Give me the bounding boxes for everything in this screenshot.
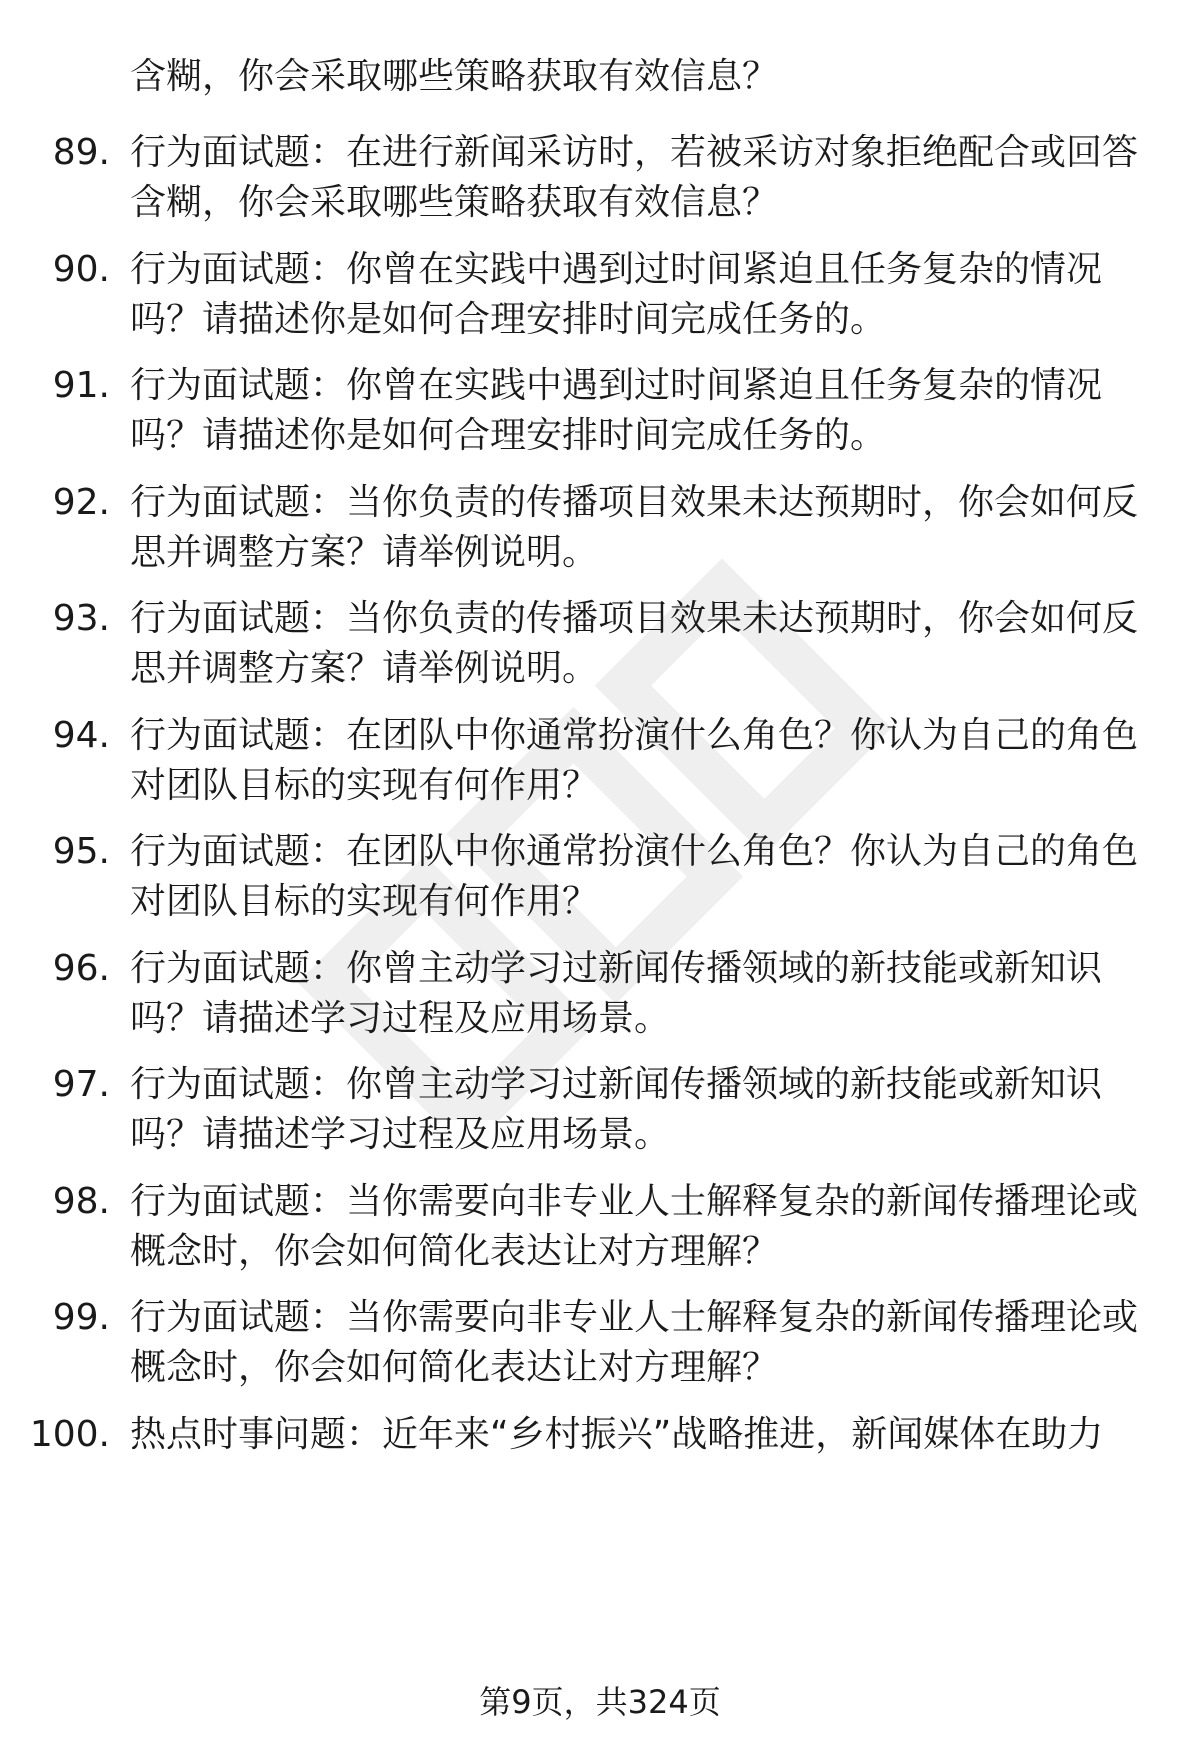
item-text-line-1: 行为面试题：当你需要向非专业人士解释复杂的新闻传播理论或 (130, 1181, 1139, 1222)
item-text-line-1: 行为面试题：你曾在实践中遇到过时间紧迫且任务复杂的情况 (130, 249, 1103, 290)
item-text-line-2: 概念时，你会如何简化表达让对方理解？ (130, 1231, 779, 1272)
item-text-line-1: 行为面试题：你曾在实践中遇到过时间紧迫且任务复杂的情况 (130, 365, 1103, 406)
item-text-line-1: 行为面试题：在进行新闻采访时，若被采访对象拒绝配合或回答 (130, 132, 1139, 173)
item-text-line-2: 吗？请描述你是如何合理安排时间完成任务的。 (130, 415, 887, 456)
item-text-line-1: 行为面试题：在团队中你通常扮演什么角色？你认为自己的角色 (130, 715, 1139, 756)
item-number: 96. (52, 948, 110, 989)
item-number: 100. (29, 1414, 110, 1455)
item-number: 90. (52, 249, 110, 290)
item-text-line-2: 对团队目标的实现有何作用？ (130, 881, 599, 922)
item-text-line-2: 思并调整方案？请举例说明。 (130, 532, 599, 573)
item-number: 92. (52, 482, 110, 523)
item-text-line-1: 热点时事问题：近年来“乡村振兴”战略推进，新闻媒体在助力 (130, 1414, 1104, 1455)
item-text-line-1: 行为面试题：当你需要向非专业人士解释复杂的新闻传播理论或 (130, 1297, 1139, 1338)
item-text-line-1: 行为面试题：当你负责的传播项目效果未达预期时，你会如何反 (130, 482, 1139, 523)
item-text-line-2: 对团队目标的实现有何作用？ (130, 765, 599, 806)
item-text-line-1: 行为面试题：当你负责的传播项目效果未达预期时，你会如何反 (130, 598, 1139, 639)
item-text-line-2: 吗？请描述你是如何合理安排时间完成任务的。 (130, 299, 887, 340)
item-number: 94. (52, 715, 110, 756)
item-number: 91. (52, 365, 110, 406)
page-footer: 第9页，共324页 (479, 1683, 721, 1721)
item-text-line-2: 吗？请描述学习过程及应用场景。 (130, 1114, 671, 1155)
item-number: 93. (52, 598, 110, 639)
item-number: 89. (52, 132, 110, 173)
item-text-line-2: 吗？请描述学习过程及应用场景。 (130, 998, 671, 1039)
item-number: 97. (52, 1064, 110, 1105)
item-number: 98. (52, 1181, 110, 1222)
item-text-line-2: 思并调整方案？请举例说明。 (130, 648, 599, 689)
item-number: 99. (52, 1297, 110, 1338)
item-text-line-2: 含糊，你会采取哪些策略获取有效信息？ (130, 182, 779, 223)
item-text-line-2: 概念时，你会如何简化表达让对方理解？ (130, 1347, 779, 1388)
item-text-line-1: 行为面试题：你曾主动学习过新闻传播领域的新技能或新知识 (130, 948, 1103, 989)
item-text-line-1: 行为面试题：在团队中你通常扮演什么角色？你认为自己的角色 (130, 831, 1139, 872)
item-number: 95. (52, 831, 110, 872)
continued-line: 含糊，你会采取哪些策略获取有效信息？ (130, 56, 779, 97)
item-text-line-1: 行为面试题：你曾主动学习过新闻传播领域的新技能或新知识 (130, 1064, 1103, 1105)
